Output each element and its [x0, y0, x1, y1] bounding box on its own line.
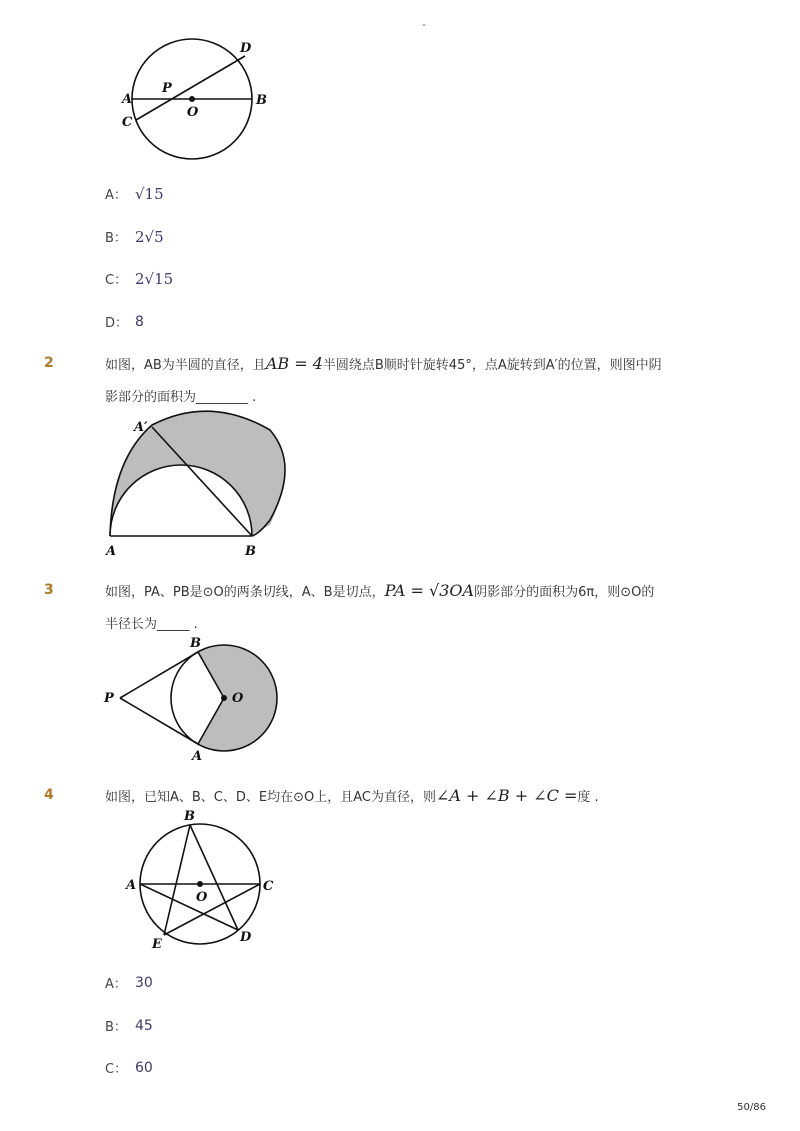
fig3-label-b: B: [190, 636, 201, 651]
fig2-label-a-prime: A′: [134, 420, 148, 435]
fig1-center-dot: [189, 96, 195, 102]
option-value: 30: [135, 974, 153, 991]
q3-text-before: 如图，PA、PB是⊙O的两条切线，A、B是切点，: [105, 585, 385, 600]
fig1-label-a: A: [122, 92, 133, 107]
fig4-line-ec: [164, 884, 260, 935]
fig4-label-o: O: [196, 890, 208, 905]
fig2-label-a: A: [106, 544, 117, 559]
fig1-label-p: P: [162, 81, 172, 96]
fig4-label-e: E: [152, 937, 162, 952]
q4-option-c[interactable]: [105, 1058, 153, 1077]
option-value: 8: [135, 313, 144, 330]
q1-option-c[interactable]: [105, 269, 173, 288]
fig1-label-b: B: [256, 93, 267, 108]
option-value: 45: [135, 1017, 153, 1034]
fig2-label-b: B: [245, 544, 256, 559]
option-label: D：: [105, 316, 129, 331]
option-label: B：: [105, 1020, 127, 1035]
fig3-label-a: A: [192, 749, 203, 762]
figure-4-star-in-circle: [120, 808, 280, 953]
fig4-label-a: A: [126, 878, 137, 893]
q1-option-d[interactable]: [105, 312, 144, 331]
option-label: C：: [105, 1062, 128, 1077]
fig3-label-p: P: [104, 691, 114, 706]
fig4-label-b: B: [184, 809, 195, 824]
fig4-label-c: C: [263, 879, 274, 894]
figure-2-rotated-semicircle: [100, 405, 290, 565]
q1-option-b[interactable]: [105, 227, 164, 246]
fig4-line-be: [164, 825, 190, 935]
fig1-label-c: C: [122, 115, 133, 130]
q4-option-b[interactable]: [105, 1016, 153, 1035]
question-2-line-2: 影部分的面积为________ .: [105, 390, 257, 405]
fig3-center-dot: [221, 695, 227, 701]
q4-text-after: 度 .: [577, 790, 599, 805]
q4-math: ∠A + ∠B + ∠C =: [435, 786, 578, 805]
question-3-line-2: 半径长为_____ .: [105, 617, 198, 632]
header-dash: -: [422, 18, 426, 31]
fig1-label-d: D: [240, 41, 252, 56]
option-label: C：: [105, 273, 128, 288]
fig3-label-o: O: [232, 691, 244, 706]
q2-text-before: 如图，AB为半圆的直径，且: [105, 358, 266, 373]
question-number-4: 4: [44, 787, 54, 803]
option-value: 2√15: [135, 269, 174, 288]
figure-1-circle-chord: [110, 30, 290, 170]
figure-3-tangent-lines: [100, 632, 290, 762]
fig4-center-dot: [197, 881, 203, 887]
option-value: √15: [135, 184, 164, 203]
fig3-tangent-pb: [120, 652, 198, 698]
question-3-line-1: [105, 575, 725, 609]
question-number-2: 2: [44, 355, 54, 371]
page-number: 50/86: [737, 1102, 766, 1113]
fig4-line-bd: [190, 825, 238, 930]
q4-option-a[interactable]: [105, 973, 153, 992]
q4-text-before: 如图，已知A、B、C、D、E均在⊙O上，且AC为直径，则: [105, 790, 436, 805]
question-number-3: 3: [44, 582, 54, 598]
option-label: A：: [105, 188, 127, 203]
q1-option-a[interactable]: [105, 184, 164, 203]
q2-math: AB = 4: [265, 354, 323, 373]
fig3-tangent-pa: [120, 698, 198, 744]
fig1-label-o: O: [187, 105, 199, 120]
option-label: A：: [105, 977, 127, 992]
q3-text-after: 阴影部分的面积为6π，则⊙O的: [474, 585, 655, 600]
fig4-label-d: D: [240, 930, 252, 945]
option-value: 2√5: [135, 227, 164, 246]
option-label: B：: [105, 231, 127, 246]
option-value: 60: [135, 1059, 153, 1076]
q2-text-after: 半圆绕点B顺时针旋转45°，点A旋转到A′的位置，则图中阴: [322, 358, 662, 373]
q3-math: PA = √3OA: [384, 581, 475, 600]
question-2-line-1: [105, 348, 725, 382]
